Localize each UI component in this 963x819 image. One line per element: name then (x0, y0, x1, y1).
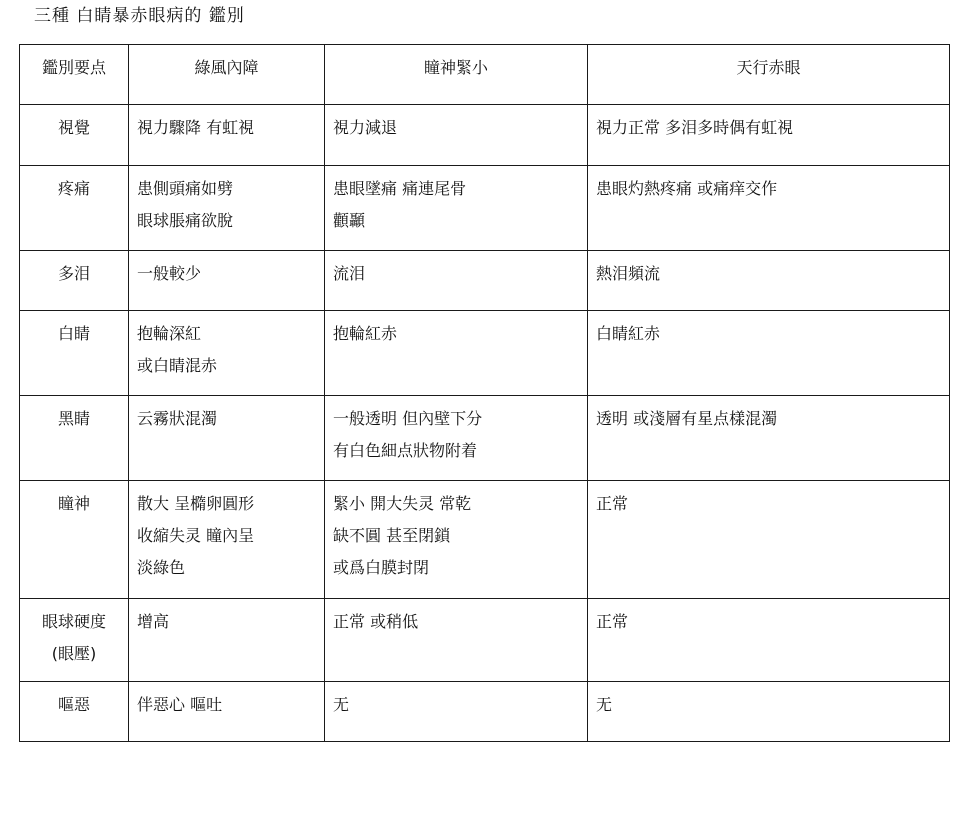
row-label-cell (20, 105, 129, 166)
cell-conjunctivitis (588, 599, 950, 682)
cell-glaucoma (129, 251, 325, 311)
cell-text-line: 正常 (596, 494, 629, 513)
cell-text-line: 无 (333, 695, 350, 714)
cell-glaucoma (129, 396, 325, 481)
cell-iritis (325, 396, 588, 481)
cell-text-line: 一般透明 但內壁下分 (333, 409, 483, 428)
page-title: 三種 白睛暴赤眼病的 鑑別 (34, 6, 245, 26)
cell-text-line: 有白色細点狀物附着 (333, 441, 478, 460)
cell-glaucoma (129, 311, 325, 396)
header-row (20, 45, 950, 105)
cell-text-line: 无 (596, 695, 613, 714)
cell-text-line: 散大 呈橢卵圓形 (137, 494, 255, 513)
cell-conjunctivitis (588, 105, 950, 166)
cell-iritis (325, 682, 588, 742)
cell-text-line: 伴惡心 嘔吐 (137, 695, 223, 714)
table-row (20, 251, 950, 311)
cell-text-line: 視力驟降 有虹視 (137, 118, 255, 137)
cell-text-line: 視力正常 多泪多時偶有虹視 (596, 118, 794, 137)
cell-text-line: 患眼墜痛 痛連尾骨 (333, 179, 467, 198)
cell-conjunctivitis (588, 481, 950, 599)
cell-conjunctivitis (588, 311, 950, 396)
cell-text-line: 流泪 (333, 264, 366, 283)
cell-text-line: 增高 (137, 612, 170, 631)
cell-text-line: 透明 或淺層有星点樣混濁 (596, 409, 778, 428)
cell-iritis (325, 311, 588, 396)
cell-text-line: 云霧狀混濁 (137, 409, 218, 428)
header-cell-criteria: 鑑別要点 (20, 45, 129, 105)
table-row (20, 682, 950, 742)
cell-text-line: 眼球脹痛欲脫 (137, 211, 234, 230)
cell-text-line: 顴顳 (333, 211, 366, 230)
cell-text-line: 患側頭痛如劈 (137, 179, 234, 198)
cell-text-line: 緊小 開大失灵 常乾 (333, 494, 472, 513)
cell-text-line: 或白睛混赤 (137, 356, 218, 375)
comparison-table (19, 44, 950, 742)
row-label: 疼痛 (57, 179, 90, 198)
cell-iritis (325, 105, 588, 166)
cell-conjunctivitis (588, 682, 950, 742)
cell-text-line: 正常 或稍低 (333, 612, 419, 631)
header-cell-conjunctivitis: 天行赤眼 (588, 45, 950, 105)
row-label: 嘔惡 (57, 695, 90, 714)
cell-iritis (325, 481, 588, 599)
row-label: 眼球硬度 (41, 612, 106, 631)
table-row (20, 396, 950, 481)
cell-glaucoma (129, 166, 325, 251)
cell-iritis (325, 251, 588, 311)
cell-text-line: 患眼灼熱疼痛 或痛痒交作 (596, 179, 778, 198)
table-row (20, 105, 950, 166)
cell-text-line: 抱輪深紅 (137, 324, 202, 343)
cell-text-line: 收縮失灵 瞳內呈 (137, 526, 255, 545)
row-label: 視覺 (57, 118, 90, 137)
cell-iritis (325, 166, 588, 251)
cell-conjunctivitis (588, 166, 950, 251)
cell-conjunctivitis (588, 396, 950, 481)
row-label: 瞳神 (57, 494, 90, 513)
row-label: (眼壓) (51, 644, 97, 663)
row-label-cell (20, 481, 129, 599)
header-cell-glaucoma: 綠風內障 (129, 45, 325, 105)
row-label-cell (20, 166, 129, 251)
row-label-cell (20, 599, 129, 682)
table-row (20, 481, 950, 599)
cell-conjunctivitis (588, 251, 950, 311)
cell-glaucoma (129, 599, 325, 682)
row-label-cell (20, 682, 129, 742)
cell-text-line: 缺不圓 甚至閉鎖 (333, 526, 451, 545)
cell-text-line: 淡綠色 (137, 558, 186, 577)
row-label: 白睛 (57, 324, 90, 343)
cell-text-line: 正常 (596, 612, 629, 631)
table-row (20, 311, 950, 396)
cell-text-line: 熱泪頻流 (596, 264, 661, 283)
cell-glaucoma (129, 682, 325, 742)
row-label: 黑睛 (57, 409, 90, 428)
table-row (20, 599, 950, 682)
cell-text-line: 抱輪紅赤 (333, 324, 398, 343)
table-row (20, 166, 950, 251)
cell-text-line: 視力減退 (333, 118, 398, 137)
cell-glaucoma (129, 105, 325, 166)
header-cell-iritis: 瞳神緊小 (325, 45, 588, 105)
cell-text-line: 或爲白膜封閉 (333, 558, 430, 577)
cell-iritis (325, 599, 588, 682)
row-label: 多泪 (57, 264, 90, 283)
row-label-cell (20, 311, 129, 396)
cell-text-line: 白睛紅赤 (596, 324, 661, 343)
cell-text-line: 一般較少 (137, 264, 202, 283)
row-label-cell (20, 396, 129, 481)
cell-glaucoma (129, 481, 325, 599)
row-label-cell (20, 251, 129, 311)
